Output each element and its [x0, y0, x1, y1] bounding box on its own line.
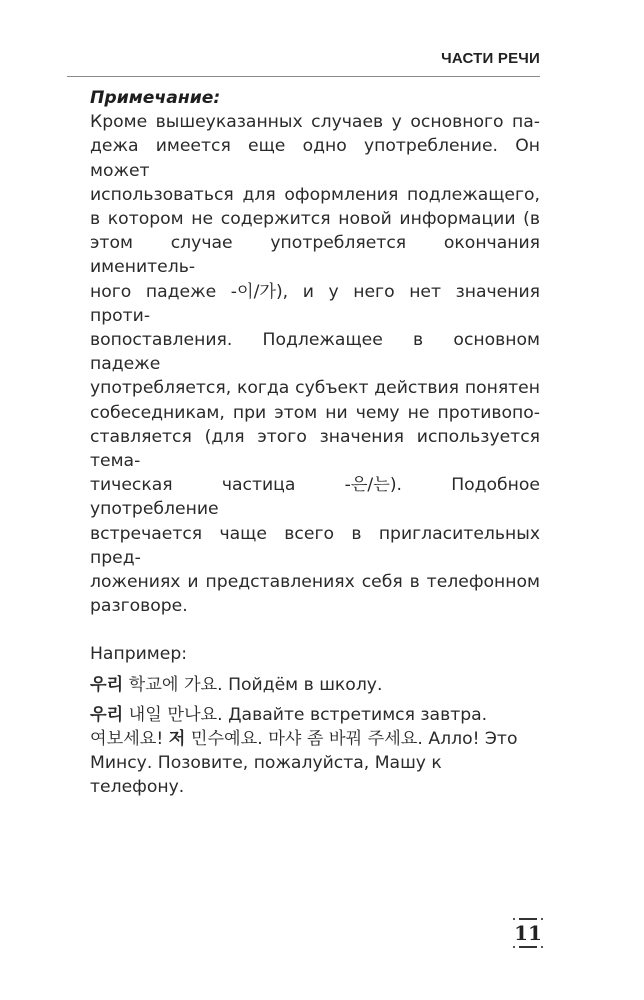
header-rule	[67, 76, 540, 77]
example-korean: 민수예요. 마샤 좀 바꿔 주세요.	[185, 729, 423, 750]
note-line: использоваться для оформления подлежащего,	[90, 184, 540, 205]
running-head: ЧАСТИ РЕЧИ	[441, 50, 540, 67]
note-line: ного падеже -이/가), и у него нет значения проти-	[90, 281, 540, 326]
example-bold-word: 우리	[90, 704, 124, 725]
example-korean-prefix: 여보세요!	[90, 729, 169, 750]
example-translation: Пойдём в школу.	[222, 674, 383, 695]
example-bold-word: 저	[168, 729, 186, 750]
note-line: встречается чаще всего в пригласительных пред-	[90, 523, 540, 568]
note-line: разговоре.	[90, 596, 188, 617]
example-bold-word: 우리	[90, 674, 124, 695]
note-line: употребляется, когда субъект действия понятен	[90, 378, 540, 399]
example-2	[90, 703, 540, 727]
page-content	[90, 86, 540, 800]
note-body	[90, 110, 540, 618]
page-number: 11	[514, 921, 542, 945]
example-translation: Алло! Это Минсу. Позовите, пожалуйста, Машу к телефону.	[90, 729, 518, 798]
note-line: ставляется (для этого значения используется тема-	[90, 426, 540, 472]
example-1	[90, 673, 540, 697]
example-3	[90, 727, 540, 800]
example-korean: 내일 만나요.	[123, 704, 223, 725]
examples-intro: Например:	[90, 644, 188, 665]
note-line: вопоставления. Подлежащее в основном падеже	[90, 330, 540, 375]
note-title: Примечание:	[90, 88, 221, 108]
note-line: Кроме вышеуказанных случаев у основного па-	[90, 112, 540, 133]
example-korean: 학교에 가요.	[123, 674, 223, 695]
page-number-top-bar	[519, 918, 537, 920]
note-line: ложениях и представлениях себя в телефонном	[90, 572, 540, 593]
example-translation: Давайте встретимся завтра.	[222, 704, 488, 725]
note-line: тическая частица -은/는). Подобное употребление	[90, 475, 540, 520]
note-line: этом случае употребляется окончания именитель-	[90, 233, 540, 278]
note-line: собеседникам, при этом ни чему не противопо-	[90, 402, 540, 423]
page-number-block	[514, 918, 542, 948]
note-line: дежа имеется еще одно употребление. Он может	[90, 136, 540, 181]
note-line: в котором не содержится новой информации (в	[90, 209, 540, 230]
page-number-bottom-bar	[519, 946, 537, 948]
